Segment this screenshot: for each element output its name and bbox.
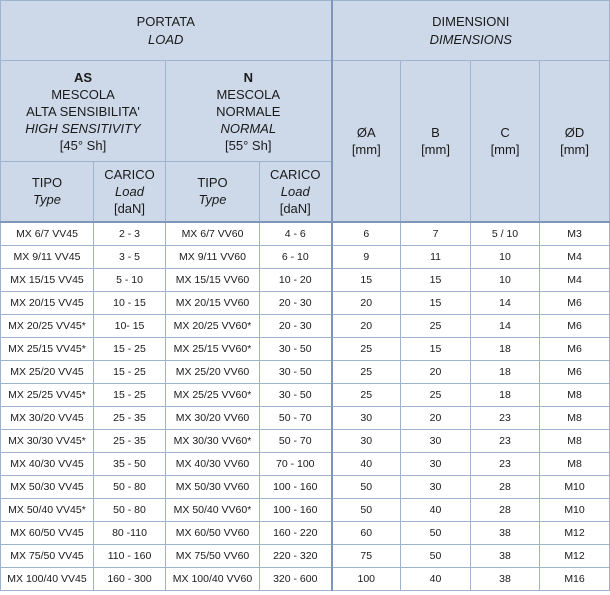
dim-c-cell: 23 xyxy=(471,429,540,452)
n-carico-header: CARICO Load [daN] xyxy=(260,162,332,222)
dim-b-cell: 15 xyxy=(401,337,471,360)
n-compound-header: N MESCOLA NORMALE NORMAL [55° Sh] xyxy=(166,61,332,162)
table-row xyxy=(1,567,610,590)
dim-a-cell: 40 xyxy=(332,452,401,475)
as-load-cell: 80 -110 xyxy=(94,521,166,544)
dim-d-cell: M12 xyxy=(540,544,610,567)
table-row xyxy=(1,406,610,429)
table-row xyxy=(1,222,610,246)
dim-b-cell: 50 xyxy=(401,521,471,544)
table-row xyxy=(1,521,610,544)
n-type-cell: MX 50/30 VV60 xyxy=(166,475,260,498)
dim-a-cell: 30 xyxy=(332,429,401,452)
portata-header: PORTATA LOAD xyxy=(1,1,332,61)
dim-b-cell: 50 xyxy=(401,544,471,567)
table-row xyxy=(1,452,610,475)
dim-c-cell: 5 / 10 xyxy=(471,222,540,246)
dim-d-cell: M10 xyxy=(540,475,610,498)
table-row xyxy=(1,245,610,268)
n-type-cell: MX 50/40 VV60* xyxy=(166,498,260,521)
dim-c-header: C [mm] xyxy=(471,61,540,222)
n-load-cell: 20 - 30 xyxy=(260,314,332,337)
as-load-cell: 25 - 35 xyxy=(94,406,166,429)
n-type-cell: MX 6/7 VV60 xyxy=(166,222,260,246)
as-load-cell: 160 - 300 xyxy=(94,567,166,590)
dim-b-cell: 15 xyxy=(401,268,471,291)
dim-c-cell: 28 xyxy=(471,498,540,521)
dim-b-cell: 40 xyxy=(401,498,471,521)
n-type-cell: MX 40/30 VV60 xyxy=(166,452,260,475)
table-row xyxy=(1,475,610,498)
table-row xyxy=(1,268,610,291)
dim-c-cell: 10 xyxy=(471,245,540,268)
n-type-cell: MX 75/50 VV60 xyxy=(166,544,260,567)
dim-b-cell: 25 xyxy=(401,383,471,406)
as-load-cell: 3 - 5 xyxy=(94,245,166,268)
dim-a-cell: 20 xyxy=(332,291,401,314)
as-type-cell: MX 100/40 VV45 xyxy=(1,567,94,590)
as-load-cell: 50 - 80 xyxy=(94,498,166,521)
n-load-cell: 30 - 50 xyxy=(260,360,332,383)
n-type-cell: MX 100/40 VV60 xyxy=(166,567,260,590)
as-type-cell: MX 75/50 VV45 xyxy=(1,544,94,567)
dim-d-header: ØD [mm] xyxy=(540,61,610,222)
as-load-cell: 10- 15 xyxy=(94,314,166,337)
dim-a-cell: 100 xyxy=(332,567,401,590)
dim-c-cell: 38 xyxy=(471,521,540,544)
as-load-cell: 15 - 25 xyxy=(94,360,166,383)
n-load-cell: 160 - 220 xyxy=(260,521,332,544)
dim-c-cell: 23 xyxy=(471,406,540,429)
dim-a-cell: 25 xyxy=(332,383,401,406)
dim-d-cell: M4 xyxy=(540,268,610,291)
dim-d-cell: M6 xyxy=(540,291,610,314)
dim-c-cell: 14 xyxy=(471,314,540,337)
dim-b-cell: 20 xyxy=(401,406,471,429)
as-type-cell: MX 50/40 VV45* xyxy=(1,498,94,521)
table-row xyxy=(1,291,610,314)
dim-a-cell: 30 xyxy=(332,406,401,429)
dim-b-cell: 25 xyxy=(401,314,471,337)
dim-c-cell: 18 xyxy=(471,360,540,383)
dim-b-cell: 15 xyxy=(401,291,471,314)
n-type-cell: MX 20/15 VV60 xyxy=(166,291,260,314)
dim-d-cell: M6 xyxy=(540,360,610,383)
n-tipo-header: TIPO Type xyxy=(166,162,260,222)
n-load-cell: 50 - 70 xyxy=(260,406,332,429)
n-load-cell: 320 - 600 xyxy=(260,567,332,590)
dim-b-cell: 20 xyxy=(401,360,471,383)
table-row xyxy=(1,337,610,360)
dim-d-cell: M8 xyxy=(540,429,610,452)
n-type-cell: MX 25/25 VV60* xyxy=(166,383,260,406)
dim-d-cell: M16 xyxy=(540,567,610,590)
n-load-cell: 10 - 20 xyxy=(260,268,332,291)
dim-b-cell: 11 xyxy=(401,245,471,268)
n-load-cell: 220 - 320 xyxy=(260,544,332,567)
dim-c-cell: 38 xyxy=(471,567,540,590)
table-row xyxy=(1,429,610,452)
as-type-cell: MX 25/20 VV45 xyxy=(1,360,94,383)
as-load-cell: 15 - 25 xyxy=(94,383,166,406)
dim-d-cell: M6 xyxy=(540,337,610,360)
as-load-cell: 15 - 25 xyxy=(94,337,166,360)
dim-d-cell: M8 xyxy=(540,452,610,475)
table-row xyxy=(1,314,610,337)
dim-c-cell: 18 xyxy=(471,337,540,360)
dim-b-header: B [mm] xyxy=(401,61,471,222)
dim-c-cell: 38 xyxy=(471,544,540,567)
n-type-cell: MX 60/50 VV60 xyxy=(166,521,260,544)
as-type-cell: MX 40/30 VV45 xyxy=(1,452,94,475)
as-tipo-header: TIPO Type xyxy=(1,162,94,222)
dim-a-cell: 25 xyxy=(332,337,401,360)
dim-d-cell: M3 xyxy=(540,222,610,246)
as-type-cell: MX 25/25 VV45* xyxy=(1,383,94,406)
n-load-cell: 4 - 6 xyxy=(260,222,332,246)
dim-a-cell: 25 xyxy=(332,360,401,383)
dimensioni-header: DIMENSIONI DIMENSIONS xyxy=(332,1,610,61)
n-type-cell: MX 25/20 VV60 xyxy=(166,360,260,383)
n-type-cell: MX 20/25 VV60* xyxy=(166,314,260,337)
as-type-cell: MX 30/20 VV45 xyxy=(1,406,94,429)
as-type-cell: MX 20/25 VV45* xyxy=(1,314,94,337)
dim-a-cell: 15 xyxy=(332,268,401,291)
n-load-cell: 20 - 30 xyxy=(260,291,332,314)
n-load-cell: 6 - 10 xyxy=(260,245,332,268)
n-type-cell: MX 25/15 VV60* xyxy=(166,337,260,360)
dim-a-cell: 50 xyxy=(332,475,401,498)
dim-c-cell: 28 xyxy=(471,475,540,498)
as-carico-header: CARICO Load [daN] xyxy=(94,162,166,222)
dim-d-cell: M12 xyxy=(540,521,610,544)
as-load-cell: 2 - 3 xyxy=(94,222,166,246)
as-compound-header: AS MESCOLA ALTA SENSIBILITA' HIGH SENSITIVITY [45° Sh] xyxy=(1,61,166,162)
as-load-cell: 110 - 160 xyxy=(94,544,166,567)
n-load-cell: 100 - 160 xyxy=(260,498,332,521)
dim-c-cell: 14 xyxy=(471,291,540,314)
dim-d-cell: M4 xyxy=(540,245,610,268)
dim-d-cell: M8 xyxy=(540,406,610,429)
n-type-cell: MX 30/20 VV60 xyxy=(166,406,260,429)
n-load-cell: 100 - 160 xyxy=(260,475,332,498)
as-load-cell: 50 - 80 xyxy=(94,475,166,498)
dim-d-cell: M6 xyxy=(540,314,610,337)
n-type-cell: MX 9/11 VV60 xyxy=(166,245,260,268)
as-type-cell: MX 6/7 VV45 xyxy=(1,222,94,246)
dim-b-cell: 7 xyxy=(401,222,471,246)
table-row xyxy=(1,383,610,406)
dim-a-cell: 50 xyxy=(332,498,401,521)
as-type-cell: MX 9/11 VV45 xyxy=(1,245,94,268)
dim-c-cell: 10 xyxy=(471,268,540,291)
as-type-cell: MX 60/50 VV45 xyxy=(1,521,94,544)
as-type-cell: MX 25/15 VV45* xyxy=(1,337,94,360)
as-load-cell: 35 - 50 xyxy=(94,452,166,475)
dim-c-cell: 23 xyxy=(471,452,540,475)
dim-a-header: ØA [mm] xyxy=(332,61,401,222)
dim-a-cell: 6 xyxy=(332,222,401,246)
n-load-cell: 50 - 70 xyxy=(260,429,332,452)
n-type-cell: MX 15/15 VV60 xyxy=(166,268,260,291)
table-row xyxy=(1,498,610,521)
dim-b-cell: 30 xyxy=(401,429,471,452)
table-row xyxy=(1,360,610,383)
as-load-cell: 10 - 15 xyxy=(94,291,166,314)
n-load-cell: 70 - 100 xyxy=(260,452,332,475)
as-type-cell: MX 20/15 VV45 xyxy=(1,291,94,314)
n-type-cell: MX 30/30 VV60* xyxy=(166,429,260,452)
dim-a-cell: 75 xyxy=(332,544,401,567)
as-type-cell: MX 30/30 VV45* xyxy=(1,429,94,452)
dim-b-cell: 30 xyxy=(401,452,471,475)
n-load-cell: 30 - 50 xyxy=(260,337,332,360)
dim-d-cell: M10 xyxy=(540,498,610,521)
dim-a-cell: 60 xyxy=(332,521,401,544)
n-load-cell: 30 - 50 xyxy=(260,383,332,406)
dim-b-cell: 40 xyxy=(401,567,471,590)
table-body xyxy=(1,222,610,591)
dim-d-cell: M8 xyxy=(540,383,610,406)
as-type-cell: MX 50/30 VV45 xyxy=(1,475,94,498)
dim-c-cell: 18 xyxy=(471,383,540,406)
dim-b-cell: 30 xyxy=(401,475,471,498)
dim-a-cell: 9 xyxy=(332,245,401,268)
table-row xyxy=(1,544,610,567)
as-load-cell: 5 - 10 xyxy=(94,268,166,291)
as-load-cell: 25 - 35 xyxy=(94,429,166,452)
as-type-cell: MX 15/15 VV45 xyxy=(1,268,94,291)
dim-a-cell: 20 xyxy=(332,314,401,337)
